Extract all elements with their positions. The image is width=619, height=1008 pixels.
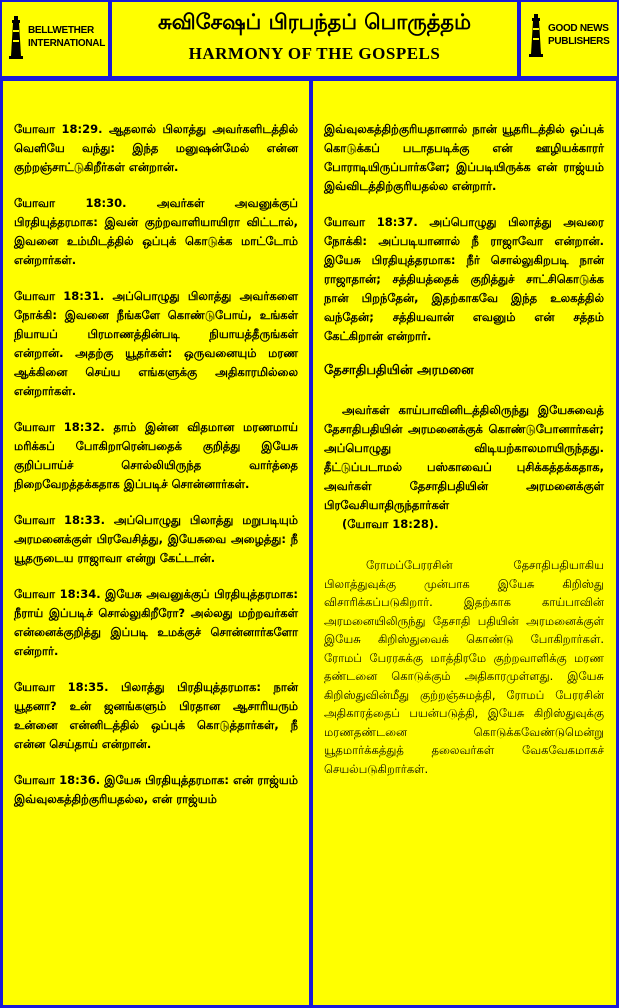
verse-continuation: இவ்வுலகத்திற்குரியதானால் நான் யூதரிடத்தில் ஒப்புக் கொடுக்கப் படாதபடிக்கு என் ஊழியக்காரர் போராடியிருப்பார்களே; இப்படியிருக்க என் ராஜ்யம் இவ்விடத்திற்குரியதல்ல என்றார்.	[324, 122, 604, 193]
logo-line-2: INTERNATIONAL	[28, 38, 106, 49]
lighthouse-icon	[528, 12, 544, 58]
section-heading: தேசாதிபதியின் அரமனை	[324, 363, 474, 378]
intro-text: அவர்கள் காய்பாவினிடத்திலிருந்து இயேசுவைத் தேசாதிபதியின் அரமனைக்குக் கொண்டுபோனார்கள்; அப்பொழுது விடியற்காலமாயிருந்தது. தீட்டுப்படாமல் பஸ்காவைப் புசிக்கத்தக்கதாக, அவர்கள் தேசாதிபதியின் அரமனைக்குள் பிரவேசியாதிருந்தார்கள்	[324, 403, 604, 512]
verse-paragraph: யோவா 18:37. அப்பொழுது பிலாத்து அவரை நோக்கி: அப்படியானால் நீ ராஜாவோ என்றான். இயேசு பிரதியுத்தரமாக: நீர் சொல்லுகிறபடி நான் ராஜாதான்; சத்தியத்தைக் குறித்துச் சாட்சிகொடுக்க நான் பிறந்தேன், இதற்காகவே இந்த உலகத்தில் வந்தேன்; சத்தியவான் எவனும் என் சத்தம் கேட்கிறான் என்றார்.	[324, 215, 604, 343]
section-intro	[324, 401, 604, 534]
title-english: HARMONY OF THE GOSPELS	[188, 44, 441, 63]
intro-reference: (யோவா 18:28).	[342, 517, 439, 531]
commentary-paragraph: ரோமப்பேரரசின் தேசாதிபதியாகிய பிலாத்துவுக்கு முன்பாக இயேசு கிறிஸ்து விசாரிக்கப்படுகிறார். இதற்காக காய்பாவின் அரமனையிலிருந்து தேசாதி பதியின் அரமனைக்குள் இயேசு கிறிஸ்துவைக் கொண்டு போகிறார்கள். ரோமப் பேரரசுக்கு மாத்திரமே குற்றவாளிக்கு மரண தண்டனை கொடுக்கும் அதிகாரமுள்ளது. இயேசு கிறிஸ்துவின்மீது குற்றஞ்சுமத்தி, ரோமப் பேரரசின் அதிகாரத்தைப் பயன்படுத்தி, இயேசு கிறிஸ்துவுக்கு மரணதண்டனை கொடுக்கவேண்டுமென்று யூதமார்க்கத்துத் தலைவர்கள் வேகவேகமாகச் செயல்படுகிறார்கள்.	[324, 558, 604, 776]
verse-paragraph: யோவா 18:36. இயேசு பிரதியுத்தரமாக: என் ராஜ்யம் இவ்வுலகத்திற்குரியதல்ல, என் ராஜ்யம்	[14, 773, 298, 806]
good-news-logo	[528, 12, 609, 58]
left-column	[14, 120, 298, 826]
lighthouse-icon	[8, 14, 24, 60]
column-divider	[309, 80, 313, 1006]
right-column	[324, 120, 604, 778]
bellwether-logo-text	[28, 24, 105, 50]
verse-paragraph: யோவா 18:29. ஆதலால் பிலாத்து அவர்களிடத்தில் வெளியே வந்து: இந்த மனுஷன்மேல் என்ன குற்றஞ்சாட்டுகிறீர்கள் என்றான்.	[14, 122, 298, 174]
good-news-logo-text	[548, 22, 609, 48]
logo-line-2: PUBLISHERS	[548, 36, 610, 47]
logo-line-1: GOOD NEWS	[548, 23, 609, 34]
verse-paragraph: யோவா 18:33. அப்பொழுது பிலாத்து மறுபடியும் அரமனைக்குள் பிரவேசித்து, இயேசுவை அழைத்து: நீ யூதருடைய ராஜாவா என்று கேட்டான்.	[14, 513, 298, 565]
bellwether-logo	[8, 14, 105, 60]
verse-paragraph: யோவா 18:34. இயேசு அவனுக்குப் பிரதியுத்தரமாக: நீராய் இப்படிச் சொல்லுகிறீரோ? அல்லது மற்றவர்கள் என்னைக்குறித்து இப்படி உமக்குச் சொன்னார்களோ என்றார்.	[14, 587, 298, 658]
verse-paragraph: யோவா 18:32. தாம் இன்ன விதமான மரணமாய் மரிக்கப் போகிறாரென்பதைக் குறித்து இயேசு குறிப்பாய்ச் சொல்லியிருந்த வார்த்தை நிறைவேறத்தக்கதாக இப்படிச் சொன்னார்கள்.	[14, 420, 298, 491]
verse-paragraph: யோவா 18:30. அவர்கள் அவனுக்குப் பிரதியுத்தரமாக: இவன் குற்றவாளியாயிரா விட்டால், இவனை உம்மிடத்தில் ஒப்புக் கொடுக்க மாட்டோம் என்றார்கள்.	[14, 196, 298, 267]
title-tamil: சுவிசேஷப் பிரபந்தப் பொருத்தம்	[158, 10, 471, 34]
verse-paragraph: யோவா 18:31. அப்பொழுது பிலாத்து அவர்களை நோக்கி: இவனை நீங்களே கொண்டுபோய், உங்கள் நியாயப் பிரமாணத்தின்படி நியாயத்தீருங்கள் என்றான். அதற்கு யூதர்கள்: ஒருவனையும் மரண ஆக்கினை செய்ய எங்களுக்கு அதிகாரமில்லை என்றார்கள்.	[14, 289, 298, 398]
verse-paragraph: யோவா 18:35. பிலாத்து பிரதியுத்தரமாக: நான் யூதனா? உன் ஜனங்களும் பிரதான ஆசாரியரும் உன்னை என்னிடத்தில் ஒப்புக் கொடுத்தார்கள், நீ என்ன செய்தாய் என்றான்.	[14, 680, 298, 751]
logo-line-1: BELLWETHER	[28, 25, 94, 36]
